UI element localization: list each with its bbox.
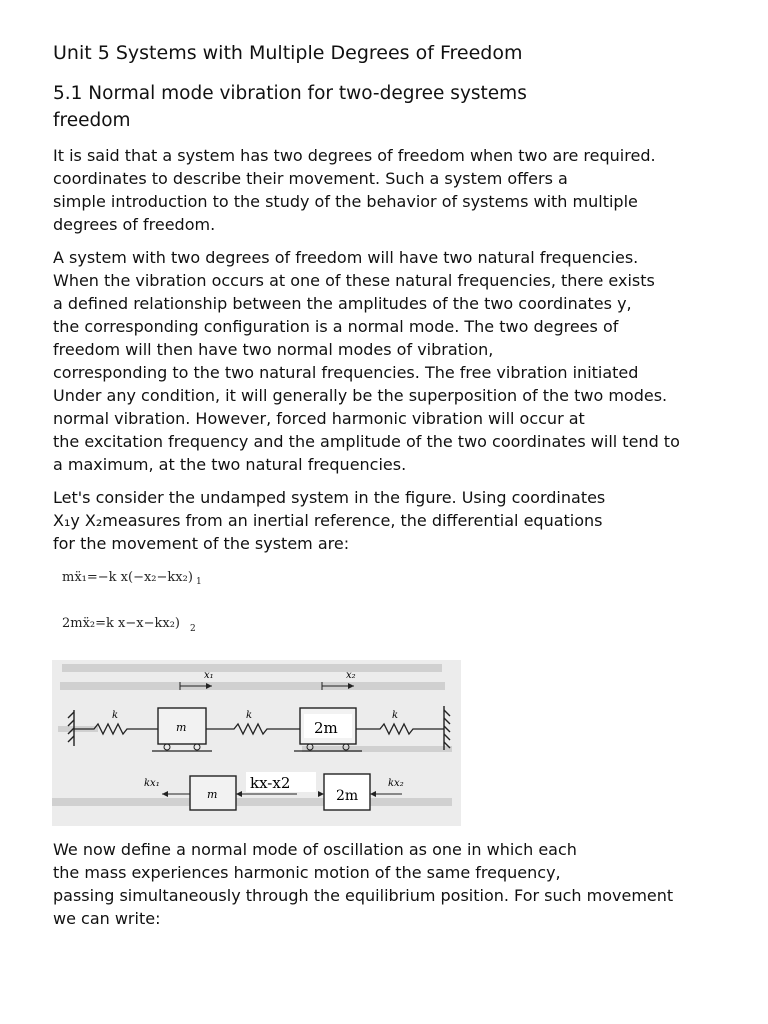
spring-1-label: k bbox=[112, 710, 119, 721]
mass-m-label: m bbox=[176, 721, 187, 734]
x2-label: x₂ bbox=[346, 670, 356, 681]
spring-3-label: k bbox=[392, 710, 399, 721]
mass-2m-label: 2m bbox=[314, 719, 338, 737]
page-title: Unit 5 Systems with Multiple Degrees of Freedom bbox=[53, 42, 523, 64]
text-line: the mass experiences harmonic motion of the same frequency, bbox=[53, 863, 561, 882]
mass-spring-figure bbox=[52, 660, 461, 826]
equation-number-1: 1 bbox=[196, 577, 202, 587]
force-coupling-label: kx-x2 bbox=[250, 774, 291, 792]
paragraph-normal-mode bbox=[53, 838, 733, 930]
fbd-mass-2m-label: 2m bbox=[336, 788, 359, 804]
text-line: passing simultaneously through the equilibrium position. For such movement bbox=[53, 886, 674, 905]
spring-2-label: k bbox=[246, 710, 253, 721]
equation-number-2: 2 bbox=[190, 624, 196, 634]
equation-1: mẍ₁=−k x(−x₂−kx₂) bbox=[62, 570, 193, 585]
text-line: Under any condition, it will generally be the superposition of the two modes. bbox=[53, 386, 668, 405]
text-line: freedom will then have two normal modes of vibration, bbox=[53, 340, 494, 359]
text-line: a maximum, at the two natural frequencies. bbox=[53, 455, 407, 474]
text-line: A system with two degrees of freedom will have two natural frequencies. bbox=[53, 248, 639, 267]
text-line: We now define a normal mode of oscillation as one in which each bbox=[53, 840, 577, 859]
text-line: a defined relationship between the amplitudes of the two coordinates y, bbox=[53, 294, 632, 313]
section-title bbox=[53, 80, 593, 134]
fbd-mass-m-label: m bbox=[207, 788, 218, 801]
paragraph-natural-frequencies bbox=[53, 246, 733, 476]
text-line: X₁y X₂measures from an inertial reference, the differential equations bbox=[53, 511, 603, 530]
text-line: When the vibration occurs at one of these natural frequencies, there exists bbox=[53, 271, 655, 290]
section-title-line: freedom bbox=[53, 110, 131, 131]
text-line: the corresponding configuration is a normal mode. The two degrees of bbox=[53, 317, 619, 336]
section-title-line: 5.1 Normal mode vibration for two-degree systems bbox=[53, 83, 527, 104]
text-line: coordinates to describe their movement. Such a system offers a bbox=[53, 169, 568, 188]
equation-2: 2mẍ₂=k x−x−kx₂) bbox=[62, 616, 180, 631]
text-line: normal vibration. However, forced harmonic vibration will occur at bbox=[53, 409, 585, 428]
force-kx1-label: kx₁ bbox=[144, 778, 160, 789]
x1-label: x₁ bbox=[204, 670, 214, 681]
text-line: simple introduction to the study of the behavior of systems with multiple bbox=[53, 192, 638, 211]
text-line: It is said that a system has two degrees of freedom when two are required. bbox=[53, 146, 656, 165]
paragraph-undamped-system bbox=[53, 486, 733, 555]
text-line: degrees of freedom. bbox=[53, 215, 216, 234]
text-line: corresponding to the two natural frequencies. The free vibration initiated bbox=[53, 363, 639, 382]
text-line: Let's consider the undamped system in the figure. Using coordinates bbox=[53, 488, 606, 507]
paragraph-intro bbox=[53, 144, 733, 236]
force-kx2-label: kx₂ bbox=[388, 778, 404, 789]
text-line: for the movement of the system are: bbox=[53, 534, 350, 553]
text-line: we can write: bbox=[53, 909, 161, 928]
text-line: the excitation frequency and the amplitude of the two coordinates will tend to bbox=[53, 432, 680, 451]
